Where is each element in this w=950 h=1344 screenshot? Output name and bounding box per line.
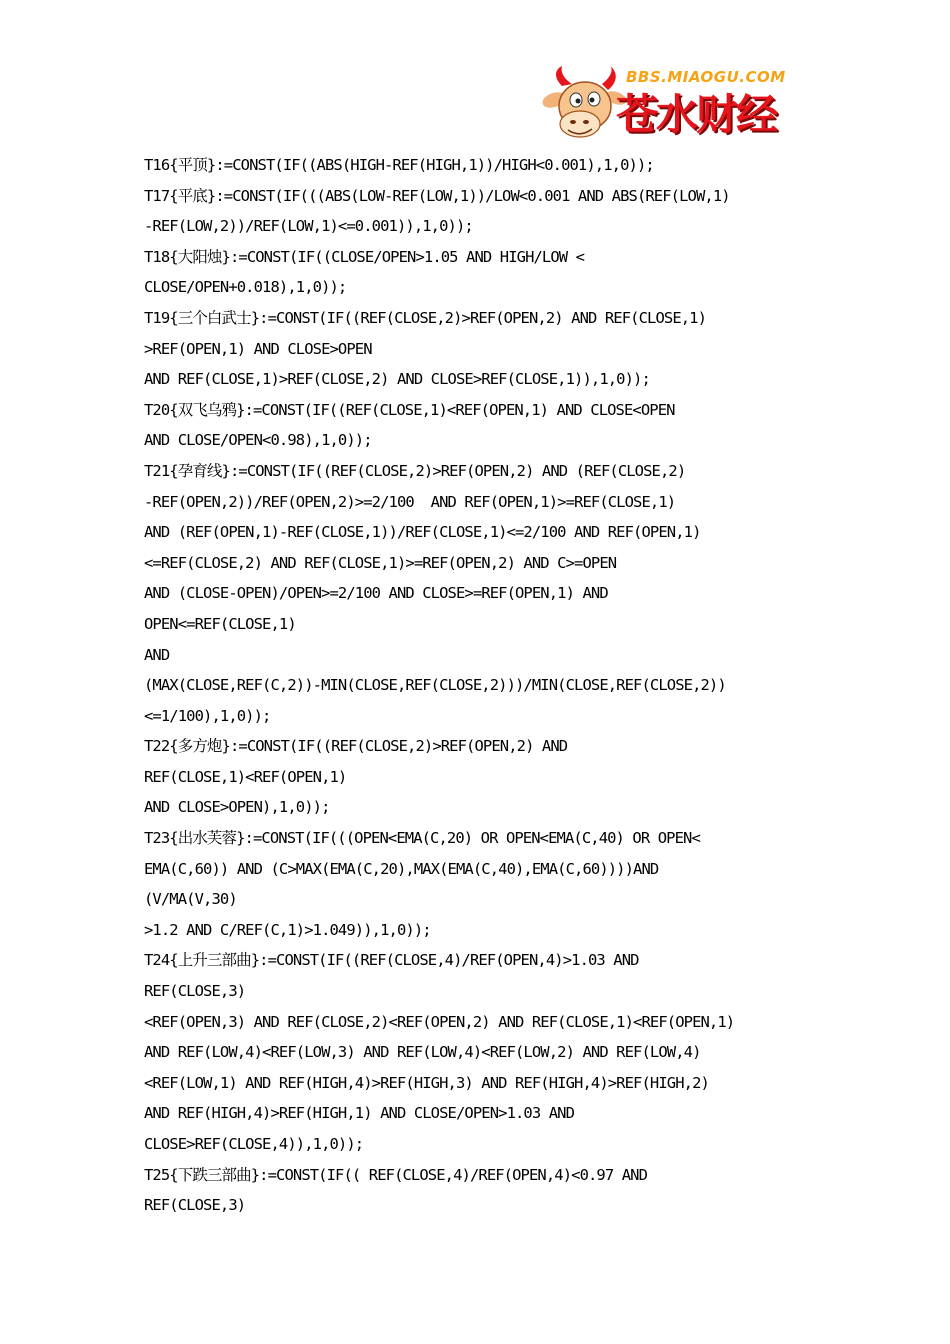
code-line: -REF(OPEN,2))/REF(OPEN,2)>=2/100 AND REF(OPEN,1)>=REF(CLOSE,1): [144, 492, 676, 511]
code-line: <=1/100),1,0));: [144, 706, 271, 725]
code-line: AND: [144, 645, 170, 664]
code-line: EMA(C,60)) AND (C>MAX(EMA(C,20),MAX(EMA(C,40),EMA(C,60))))AND: [144, 859, 659, 878]
code-line: T22{多方炮}:=CONST(IF((REF(CLOSE,2)>REF(OPEN,2) AND: [144, 737, 568, 756]
code-line: REF(CLOSE,3): [144, 982, 246, 1001]
code-line: AND REF(CLOSE,1)>REF(CLOSE,2) AND CLOSE>REF(CLOSE,1)),1,0));: [144, 370, 650, 389]
code-line: T19{三个白武士}:=CONST(IF((REF(CLOSE,2)>REF(OPEN,2) AND REF(CLOSE,1): [144, 308, 707, 327]
formula-code-block: [144, 150, 844, 1221]
code-line: T18{大阳烛}:=CONST(IF((CLOSE/OPEN>1.05 AND HIGH/LOW <: [144, 247, 585, 266]
logo-url-text: BBS.MIAOGU.COM: [626, 68, 786, 86]
code-line: <=REF(CLOSE,2) AND REF(CLOSE,1)>=REF(OPEN,2) AND C>=OPEN: [144, 553, 617, 572]
code-line: OPEN<=REF(CLOSE,1): [144, 614, 296, 633]
code-line: REF(CLOSE,1)<REF(OPEN,1): [144, 767, 347, 786]
code-line: REF(CLOSE,3): [144, 1196, 246, 1215]
code-line: AND (CLOSE-OPEN)/OPEN>=2/100 AND CLOSE>=REF(OPEN,1) AND: [144, 584, 608, 603]
code-line: T21{孕育线}:=CONST(IF((REF(CLOSE,2)>REF(OPEN,2) AND (REF(CLOSE,2): [144, 461, 686, 480]
code-line: AND REF(HIGH,4)>REF(HIGH,1) AND CLOSE/OPEN>1.03 AND: [144, 1104, 575, 1123]
code-line: CLOSE>REF(CLOSE,4)),1,0));: [144, 1135, 364, 1153]
code-line: AND CLOSE/OPEN<0.98),1,0));: [144, 431, 372, 450]
code-line: T24{上升三部曲}:=CONST(IF((REF(CLOSE,4)/REF(OPEN,4)>1.03 AND: [144, 951, 639, 970]
code-line: (MAX(CLOSE,REF(C,2))-MIN(CLOSE,REF(CLOSE,2)))/MIN(CLOSE,REF(CLOSE,2)): [144, 676, 726, 695]
code-line: -REF(LOW,2))/REF(LOW,1)<=0.001)),1,0));: [144, 217, 473, 236]
code-line: T20{双飞乌鸦}:=CONST(IF((REF(CLOSE,1)<REF(OPEN,1) AND CLOSE<OPEN: [144, 400, 675, 419]
site-logo: [540, 66, 790, 144]
code-line: AND CLOSE>OPEN),1,0));: [144, 798, 330, 817]
code-line: CLOSE/OPEN+0.018),1,0));: [144, 278, 347, 297]
code-line: >REF(OPEN,1) AND CLOSE>OPEN: [144, 339, 372, 358]
code-line: T23{出水芙蓉}:=CONST(IF(((OPEN<EMA(C,20) OR OPEN<EMA(C,40) OR OPEN<: [144, 829, 700, 848]
code-line: >1.2 AND C/REF(C,1)>1.049)),1,0));: [144, 920, 431, 939]
code-line: T16{平顶}:=CONST(IF((ABS(HIGH-REF(HIGH,1))/HIGH<0.001),1,0));: [144, 156, 654, 174]
code-line: <REF(OPEN,3) AND REF(CLOSE,2)<REF(OPEN,2) AND REF(CLOSE,1)<REF(OPEN,1): [144, 1012, 735, 1031]
code-line: (V/MA(V,30): [144, 890, 237, 909]
logo-brand-name: 苍水财经: [616, 90, 777, 139]
code-line: AND (REF(OPEN,1)-REF(CLOSE,1))/REF(CLOSE,1)<=2/100 AND REF(OPEN,1): [144, 523, 701, 542]
code-line: AND REF(LOW,4)<REF(LOW,3) AND REF(LOW,4)<REF(LOW,2) AND REF(LOW,4): [144, 1043, 701, 1062]
code-line: <REF(LOW,1) AND REF(HIGH,4)>REF(HIGH,3) AND REF(HIGH,4)>REF(HIGH,2): [144, 1073, 709, 1092]
code-line: T17{平底}:=CONST(IF(((ABS(LOW-REF(LOW,1))/LOW<0.001 AND ABS(REF(LOW,1): [144, 186, 730, 205]
code-line: T25{下跌三部曲}:=CONST(IF(( REF(CLOSE,4)/REF(OPEN,4)<0.97 AND: [144, 1165, 648, 1184]
